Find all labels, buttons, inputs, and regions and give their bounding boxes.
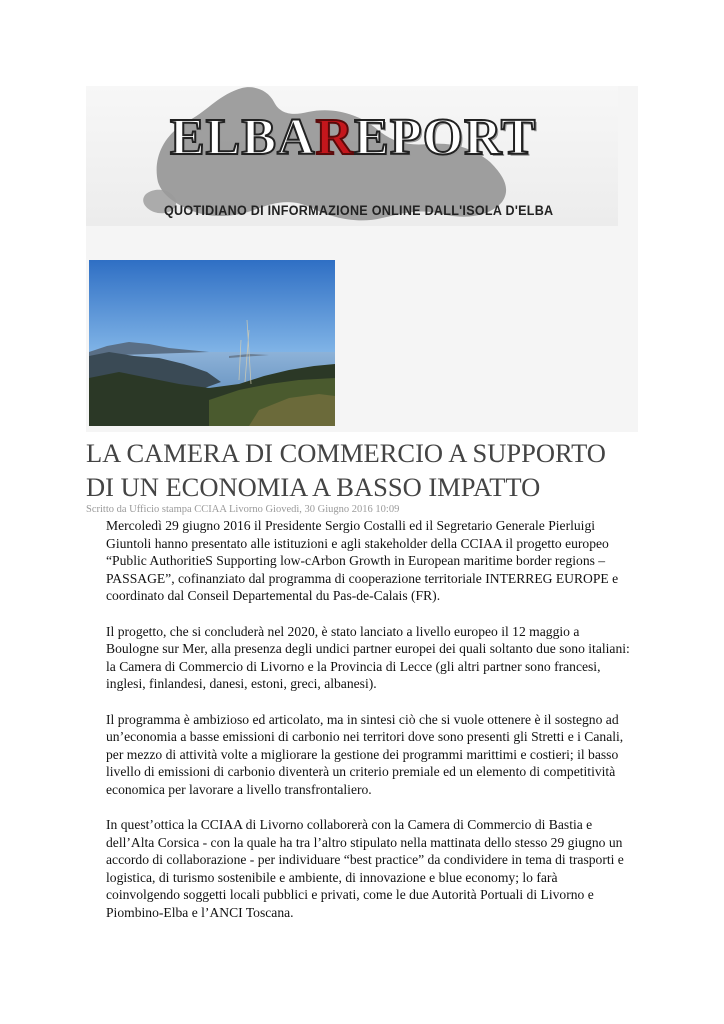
masthead[interactable] xyxy=(86,86,618,226)
tagline: QUOTIDIANO DI INFORMAZIONE ONLINE DALL'ISOLA D'ELBA xyxy=(164,203,554,218)
article-photo xyxy=(89,260,335,426)
article-byline: Scritto da Ufficio stampa CCIAA Livorno Giovedì, 30 Giugno 2016 10:09 xyxy=(86,504,400,515)
article-paragraph: In quest’ottica la CCIAA di Livorno collaborerà con la Camera di Commercio di Bastia e dell’Alta Corsica - con la quale ha tra l’altro stipulato nella mattinata dello stesso 29 giugno un accordo di collaborazione - per individuare “best practice” da condividere in tema di trasporti e logistica, di turismo sostenibile e ambiente, di innovazione e blue economy; lo farà coinvolgendo soggetti locali pubblici e privati, come le due Autorità Portuali di Livorno e Piombino-Elba e l’ANCI Toscana. xyxy=(106,817,624,921)
logo xyxy=(170,109,537,166)
article-paragraph: Mercoledì 29 giugno 2016 il Presidente Sergio Costalli ed il Segretario Generale Pierluigi Giuntoli hanno presentato alle istituzioni e agli stakeholder della CCIAA il progetto europeo “Public AuthoritieS Supporting low-cArbon Growth in European maritime border regions – PASSAGE”, cofinanziato dal programma di cooperazione territoriale INTERREG EUROPE e coordinato dal Conseil Departemental du Pas-de-Calais (FR). xyxy=(106,518,619,604)
logo-part-eport: EPORT xyxy=(354,109,537,166)
article-title-line-1: LA CAMERA DI COMMERCIO A SUPPORTO xyxy=(86,438,606,468)
article-paragraph: Il programma è ambizioso ed articolato, ma in sintesi ciò che si vuole ottenere è il sostegno ad un’economia a basse emissioni di carbonio nei territori dove sono presenti gli Stretti e i Canali, per mezzo di attività volte a migliorare la gestione dei programmi marittimi e costieri; il basso livello di emissioni di carbonio diventerà un criterio premiale ed un elemento di competitività economica per lavorare a livello transfrontaliero. xyxy=(106,711,624,797)
article-title xyxy=(86,436,646,504)
article-body xyxy=(106,517,632,939)
landscape-photo xyxy=(89,260,335,426)
logo-part-elba: ELBA xyxy=(170,109,316,166)
article-paragraph: Il progetto, che si concluderà nel 2020, è stato lanciato a livello europeo il 12 maggio a Boulogne sur Mer, alla presenza degli undici partner europei dei quali soltanto due sono italiani: la Camera di Commercio di Livorno e la Provincia di Lecce (gli altri partner sono francesi, inglesi, finlandesi, danesi, estoni, greci, albanesi). xyxy=(106,623,630,692)
article-title-line-2: DI UN ECONOMIA A BASSO IMPATTO xyxy=(86,472,541,502)
logo-part-r: R xyxy=(315,109,355,166)
